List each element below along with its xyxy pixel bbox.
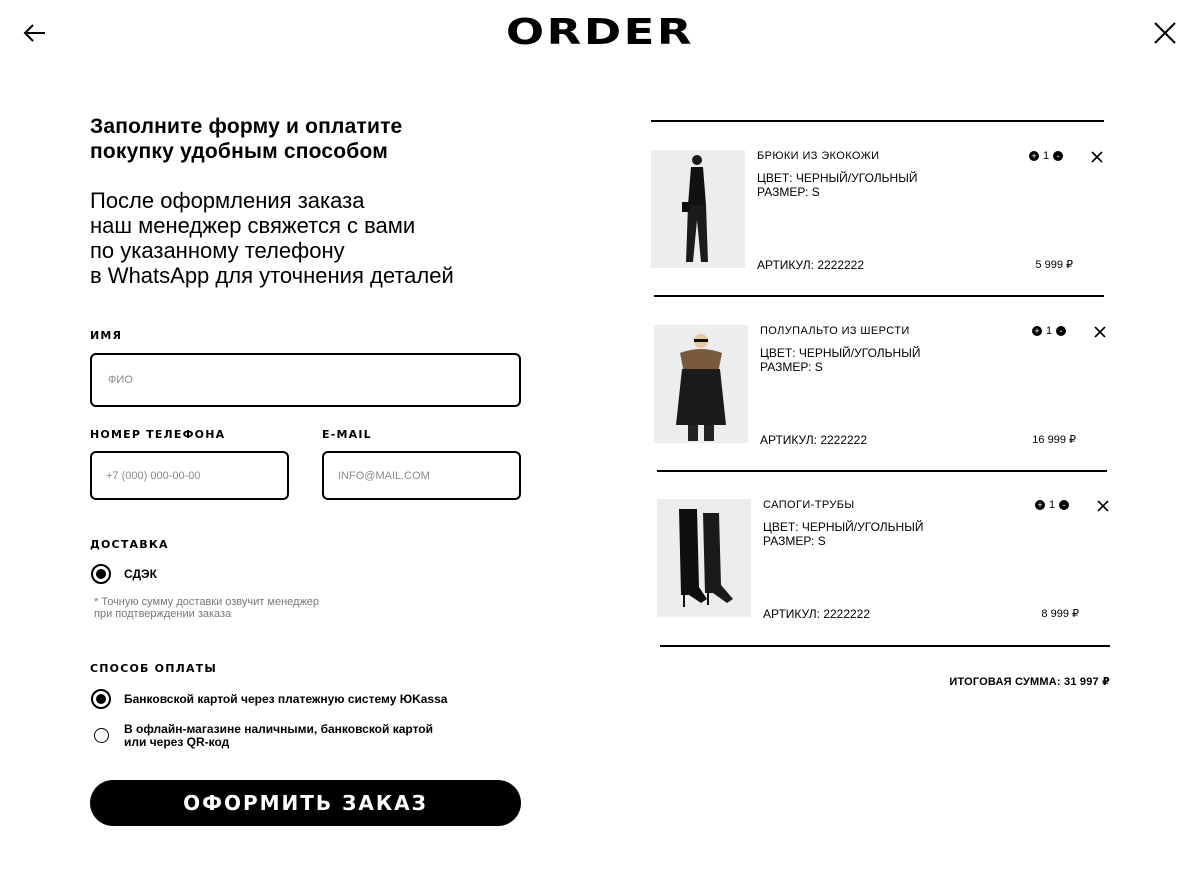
- plus-icon[interactable]: +: [1035, 500, 1045, 510]
- close-icon: [1152, 20, 1178, 46]
- item-size: РАЗМЕР: S: [760, 360, 823, 374]
- delivery-note-line: * Точную сумму доставки озвучит менеджер: [94, 596, 320, 608]
- item-price: 8 999 ₽: [1041, 608, 1079, 620]
- minus-icon[interactable]: -: [1053, 151, 1063, 161]
- intro-section: [90, 114, 530, 288]
- intro-title: [90, 114, 530, 164]
- intro-text-line: по указанному телефону: [90, 238, 345, 263]
- delivery-label: ДОСТАВКА: [90, 538, 169, 551]
- quantity-stepper: [1032, 325, 1066, 337]
- intro-text-line: наш менеджер свяжется с вами: [90, 213, 416, 238]
- phone-input[interactable]: [90, 451, 289, 500]
- intro-text-line: После оформления заказа: [90, 188, 365, 213]
- item-sku: АРТИКУЛ: 2222222: [760, 433, 868, 447]
- item-price: 5 999 ₽: [1035, 259, 1073, 271]
- cart-item: [651, 150, 1111, 290]
- product-image: [651, 150, 745, 268]
- item-size: РАЗМЕР: S: [763, 534, 826, 548]
- remove-item-button[interactable]: [1094, 325, 1106, 337]
- minus-icon[interactable]: -: [1059, 500, 1069, 510]
- minus-icon[interactable]: -: [1056, 326, 1066, 336]
- delivery-option-label: СДЭК: [124, 567, 157, 581]
- close-icon: [1097, 500, 1109, 512]
- intro-text-line: в WhatsApp для уточнения деталей: [90, 263, 454, 288]
- delivery-note-line: при подтверждении заказа: [94, 608, 232, 620]
- close-button[interactable]: [1152, 20, 1178, 46]
- submit-order-button[interactable]: ОФОРМИТЬ ЗАКАЗ: [90, 780, 521, 826]
- cart-item: [657, 499, 1117, 639]
- item-name: БРЮКИ ИЗ ЭКОКОЖИ: [757, 150, 880, 162]
- item-attributes: [760, 346, 920, 374]
- quantity-stepper: [1035, 499, 1069, 511]
- phone-label: НОМЕР ТЕЛЕФОНА: [90, 428, 226, 441]
- black-knee-high-boots: [657, 499, 751, 617]
- delivery-note: [94, 596, 414, 620]
- item-quantity: 1: [1046, 325, 1053, 337]
- item-sku: АРТИКУЛ: 2222222: [763, 607, 871, 621]
- cart-divider: [651, 120, 1104, 122]
- quantity-stepper: [1029, 150, 1063, 162]
- item-price: 16 999 ₽: [1032, 434, 1076, 446]
- intro-title-line: покупку удобным способом: [90, 140, 388, 163]
- payment-option-offline-line: или через QR-код: [124, 735, 230, 749]
- intro-title-line: Заполните форму и оплатите: [90, 115, 403, 138]
- item-sku: АРТИКУЛ: 2222222: [757, 258, 865, 272]
- order-total: ИТОГОВАЯ СУММА: 31 997 ₽: [949, 676, 1110, 688]
- product-image: [654, 325, 748, 443]
- name-label: ИМЯ: [90, 329, 123, 342]
- intro-text: [90, 188, 530, 288]
- item-quantity: 1: [1043, 150, 1050, 162]
- remove-item-button[interactable]: [1097, 499, 1109, 511]
- item-quantity: 1: [1049, 499, 1056, 511]
- item-color: ЦВЕТ: ЧЕРНЫЙ/УГОЛЬНЫЙ: [763, 520, 924, 534]
- name-input[interactable]: [90, 353, 521, 407]
- email-label: E-MAIL: [322, 428, 372, 441]
- cart-item: [654, 325, 1114, 465]
- item-attributes: [757, 171, 917, 199]
- item-name: САПОГИ-ТРУБЫ: [763, 499, 855, 511]
- plus-icon[interactable]: +: [1032, 326, 1042, 336]
- payment-radio-offline[interactable]: [94, 728, 109, 743]
- payment-option-offline-line: В офлайн-магазине наличными, банковской картой: [124, 722, 433, 736]
- item-name: ПОЛУПАЛЬТО ИЗ ШЕРСТИ: [760, 325, 910, 337]
- payment-option-card-label: Банковской картой через платежную систему ЮKassa: [124, 692, 448, 706]
- item-size: РАЗМЕР: S: [757, 185, 820, 199]
- remove-item-button[interactable]: [1091, 150, 1103, 162]
- product-image: [657, 499, 751, 617]
- woman-in-black-trousers: [651, 150, 745, 268]
- close-icon: [1094, 326, 1106, 338]
- cart-divider: [654, 295, 1104, 297]
- woman-in-fur-collar-coat: [654, 325, 748, 443]
- payment-option-offline-label: [124, 723, 464, 749]
- delivery-radio-sdek[interactable]: [91, 564, 111, 584]
- payment-radio-card[interactable]: [91, 689, 111, 709]
- payment-label: СПОСОБ ОПЛАТЫ: [90, 662, 217, 675]
- item-color: ЦВЕТ: ЧЕРНЫЙ/УГОЛЬНЫЙ: [760, 346, 921, 360]
- email-input[interactable]: [322, 451, 521, 500]
- cart-divider: [657, 470, 1107, 472]
- page-title: ORDER: [505, 12, 695, 53]
- cart-divider: [660, 645, 1110, 647]
- plus-icon[interactable]: +: [1029, 151, 1039, 161]
- item-color: ЦВЕТ: ЧЕРНЫЙ/УГОЛЬНЫЙ: [757, 171, 918, 185]
- close-icon: [1091, 151, 1103, 163]
- item-attributes: [763, 520, 923, 548]
